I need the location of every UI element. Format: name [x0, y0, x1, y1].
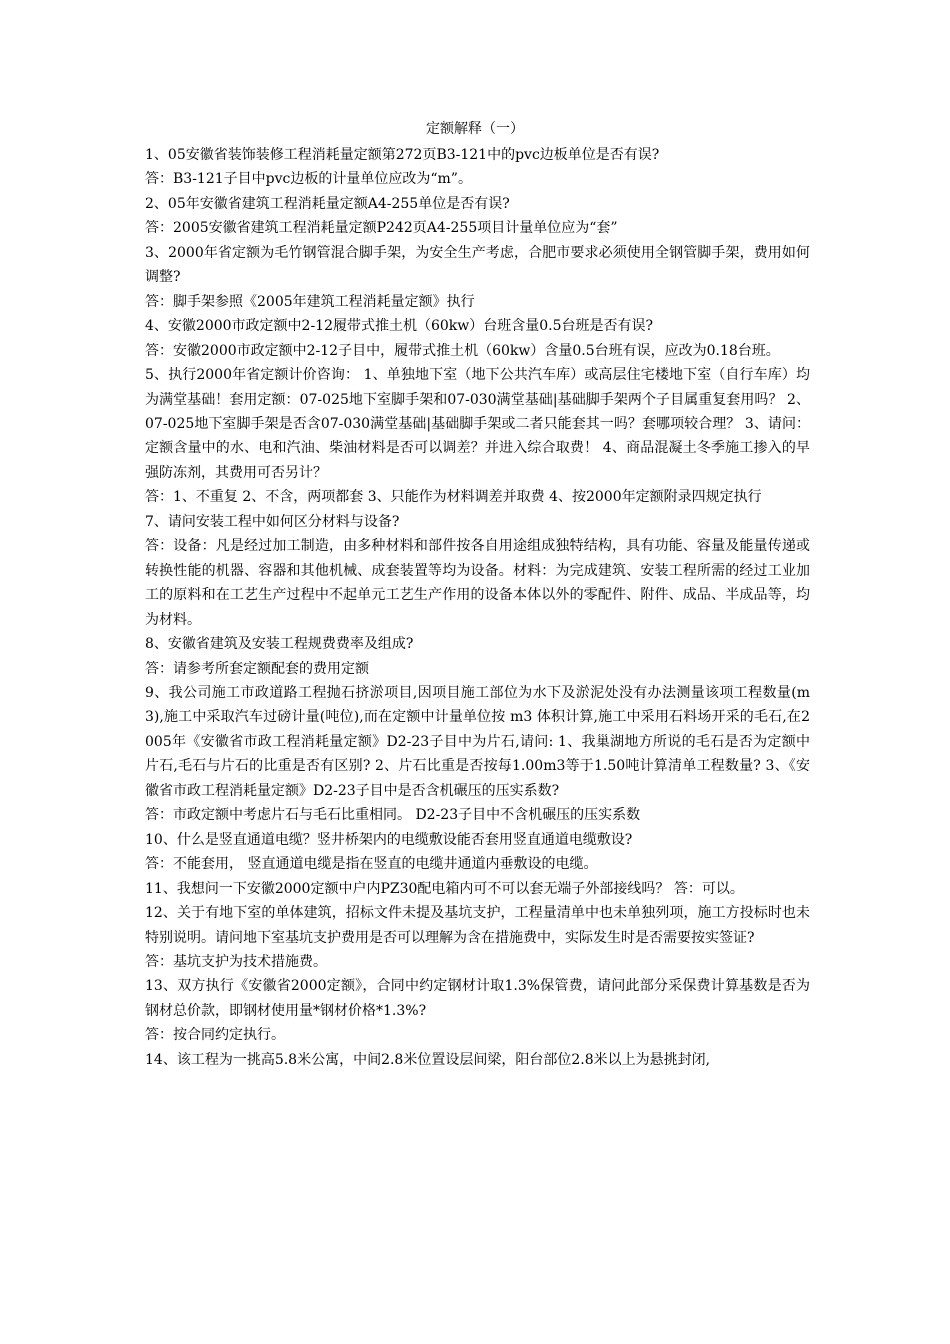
paragraph-a4: 答：安徽2000市政定额中2-12子目中，履带式推土机（60kw）含量0.5台班有误，应改为0.18台班。 [145, 342, 780, 359]
paragraph-a12: 答：基坑支护为技术措施费。 [145, 953, 327, 970]
paragraph-q10: 10、什么是竖直通道电缆？竖井桥架内的电缆敷设能否套用竖直通道电缆敷设? [145, 831, 633, 848]
paragraph-q1: 1、05安徽省装饰装修工程消耗量定额第272页B3-121中的pvc边板单位是否有误? [145, 147, 660, 163]
paragraph-a7: 答：设备：凡是经过加工制造，由多种材料和部件按各自用途组成独特结构，具有功能、容量及能量传递或转换性能的机器、容器和其他机械、成套装置等均为设备。材料：为完成建筑、安装工程所需的经过工业加工的原料和在工艺生产过程中不起单元工艺生产作用的设备本体以外的零配件、附件、成品、半成品等，均为材料。 [145, 538, 810, 628]
paragraph-q9: 9、我公司施工市政道路工程抛石挤淤项目,因项目施工部位为水下及淤泥处没有办法测量该项工程数量(m3),施工中采取汽车过磅计量(吨位),而在定额中计量单位按 m3 体积计算,施工中采用石料场开采的毛石,在2005年《安徽省市政工程消耗量定额》D2-23子目中为片石,请问: 1、我巢湖地方所说的毛石是否为定额中片石,毛石与片石的比重是否有区别? 2、片石比重是否按每1.00m3等于1.50吨计算清单工程数量? 3、《安徽省市政工程消耗量定额》D2-23子目中是否含机碾压的压实系数? [145, 684, 810, 799]
paragraph-q13: 13、双方执行《安徽省2000定额》，合同中约定钢材计取1.3%保管费，请问此部分采保费计算基数是否为钢材总价款，即钢材使用量*钢材价格*1.3%? [145, 978, 810, 1019]
paragraph-q14: 14、该工程为一挑高5.8米公寓，中间2.8米位置设层间梁，阳台部位2.8米以上为悬挑封闭, [145, 1051, 711, 1068]
document-body [145, 143, 810, 1072]
paragraph-a13: 答：按合同约定执行。 [145, 1027, 285, 1044]
paragraph-q11: 11、我想问一下安徽2000定额中户内PZ30配电箱内可不可以套无端子外部接线吗？ 答：可以。 [145, 880, 744, 897]
document-title: 定额解释（一） [426, 121, 524, 137]
paragraph-a10: 答：不能套用， 竖直通道电缆是指在竖直的电缆井通道内垂敷设的电缆。 [145, 856, 598, 873]
paragraph-a3: 答：脚手架参照《2005年建筑工程消耗量定额》执行 [145, 293, 475, 310]
paragraph-q5: 5、执行2000年省定额计价咨询： 1、单独地下室（地下公共汽车库）或高层住宅楼地下室（自行车库）均为满堂基础！套用定额：07-025地下室脚手架和07-030满堂基础|基础脚手架两个子目属重复套用吗？ 2、07-025地下室脚手架是否含07-030满堂基础|基础脚手架或二者只能套其一吗？套哪项较合理？ 3、请问：定额含量中的水、电和汽油、柴油材料是否可以调差？并进入综合取费！ 4、商品混凝土冬季施工掺入的早强防冻剂，其费用可否另计？ [145, 367, 810, 481]
paragraph-a5: 答：1、不重复 2、不含，两项都套 3、只能作为材料调差并取费 4、按2000年定额附录四规定执行 [145, 489, 762, 506]
paragraph-q2: 2、05年安徽省建筑工程消耗量定额A4-255单位是否有误? [145, 195, 510, 212]
paragraph-q4: 4、安徽2000市政定额中2-12履带式推土机（60kw）台班含量0.5台班是否有误? [145, 318, 654, 335]
paragraph-a1: 答：B3-121子目中pvc边板的计量单位应改为“m”。 [145, 171, 472, 188]
paragraph-a9: 答：市政定额中考虑片石与毛石比重相同。 D2-23子目中不含机碾压的压实系数 [145, 807, 641, 824]
paragraph-q3: 3、2000年省定额为毛竹钢管混合脚手架，为安全生产考虑，合肥市要求必须使用全钢管脚手架，费用如何调整? [145, 244, 810, 286]
paragraph-q7: 7、请问安装工程中如何区分材料与设备? [145, 513, 400, 530]
paragraph-q8: 8、安徽省建筑及安装工程规费费率及组成? [145, 636, 414, 653]
paragraph-a2: 答：2005安徽省建筑工程消耗量定额P242页A4-255项目计量单位应为“套” [145, 220, 618, 237]
paragraph-q12: 12、关于有地下室的单体建筑，招标文件未提及基坑支护，工程量清单中也未单独列项，施工方投标时也未特别说明。请问地下室基坑支护费用是否可以理解为含在措施费中，实际发生时是否需要按实签证? [145, 905, 810, 946]
paragraph-a8: 答：请参考所套定额配套的费用定额 [145, 660, 369, 677]
